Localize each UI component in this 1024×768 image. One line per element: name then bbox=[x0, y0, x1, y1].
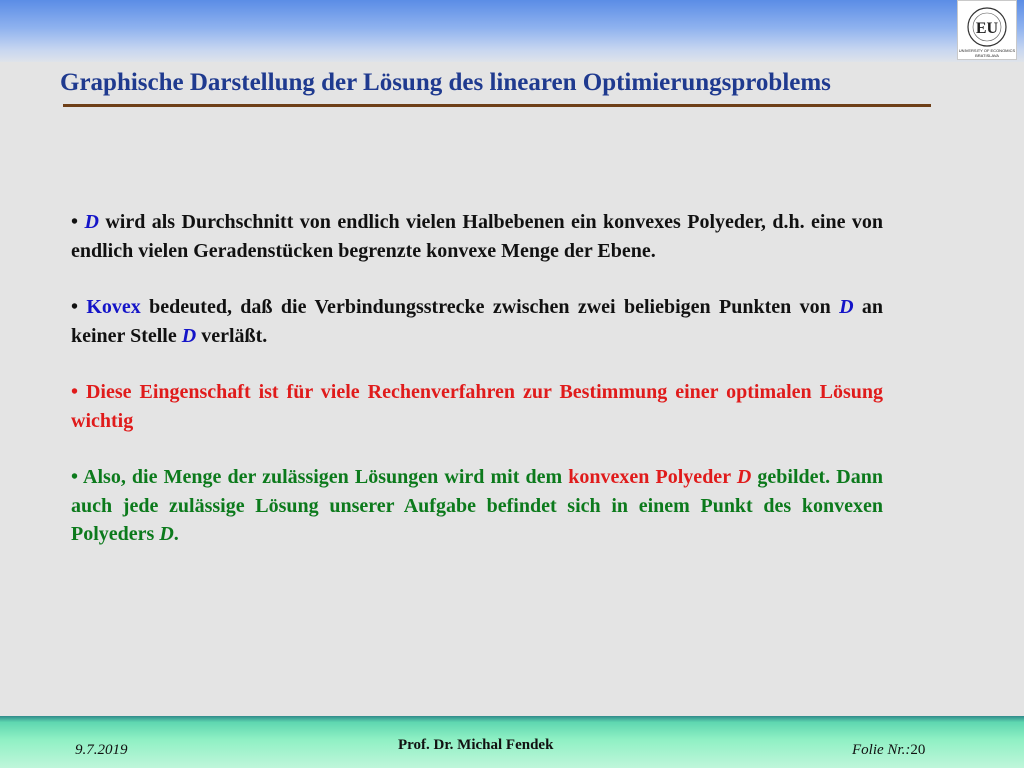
logo-caption-2: BRATISLAVA bbox=[975, 53, 999, 58]
term-konvexen-polyeder: konvexen Polyeder bbox=[568, 466, 737, 488]
symbol-d: D bbox=[181, 324, 197, 347]
slide-number-label: Folie Nr.: bbox=[852, 742, 911, 758]
slide-number bbox=[852, 742, 925, 759]
paragraph-1 bbox=[71, 208, 883, 265]
paragraph-2-text-2: an keiner Stelle bbox=[71, 296, 883, 347]
header-band bbox=[0, 0, 1024, 62]
symbol-d: D bbox=[159, 523, 174, 545]
paragraph-4 bbox=[71, 463, 883, 549]
symbol-d: D bbox=[839, 296, 854, 318]
paragraph-4-text-3: . bbox=[173, 523, 179, 545]
slide-number-value: 20 bbox=[910, 742, 926, 758]
bullet: • bbox=[71, 466, 79, 488]
symbol-d: D bbox=[84, 211, 99, 233]
university-logo bbox=[957, 0, 1017, 60]
footer-author: Prof. Dr. Michal Fendek bbox=[398, 737, 554, 753]
paragraph-3-text: Diese Eingenschaft ist für viele Rechenverfahren zur Bestimmung einer optimalen Lösung wichtig bbox=[71, 381, 884, 432]
paragraph-4-text-2: gebildet. Dann auch jede zulässige Lösung unserer Aufgabe befindet sich in einem Punkt des konvexen Polyeders bbox=[71, 466, 883, 545]
footer-date: 9.7.2019 bbox=[75, 742, 128, 758]
university-logo-icon bbox=[958, 1, 1016, 59]
paragraph-2-text-3: verläßt. bbox=[196, 324, 268, 347]
symbol-d: D bbox=[736, 466, 752, 488]
paragraph-1-text: wird als Durchschnitt von endlich vielen Halbebenen ein konvexes Polyeder, d.h. eine von endlich vielen Geradenstücken begrenzte konvexe Menge der Ebene. bbox=[71, 211, 883, 262]
bullet: • bbox=[71, 296, 79, 318]
paragraph-2-text-1: bedeuted, daß die Verbindungsstrecke zwischen zwei beliebigen Punkten von bbox=[140, 296, 840, 318]
logo-letters: EU bbox=[975, 20, 999, 37]
term-kovex: Kovex bbox=[86, 296, 141, 318]
bullet: • bbox=[71, 211, 79, 233]
bullet: • bbox=[71, 381, 79, 403]
logo-caption-1: UNIVERSITY OF ECONOMICS bbox=[958, 48, 1016, 53]
title-underline bbox=[63, 104, 931, 107]
paragraph-3 bbox=[71, 378, 883, 435]
slide-content bbox=[71, 208, 883, 577]
page-title: Graphische Darstellung der Lösung des linearen Optimierungsproblems bbox=[60, 69, 831, 96]
paragraph-4-text-1: Also, die Menge der zulässigen Lösungen wird mit dem bbox=[83, 466, 569, 488]
paragraph-2 bbox=[71, 293, 883, 350]
